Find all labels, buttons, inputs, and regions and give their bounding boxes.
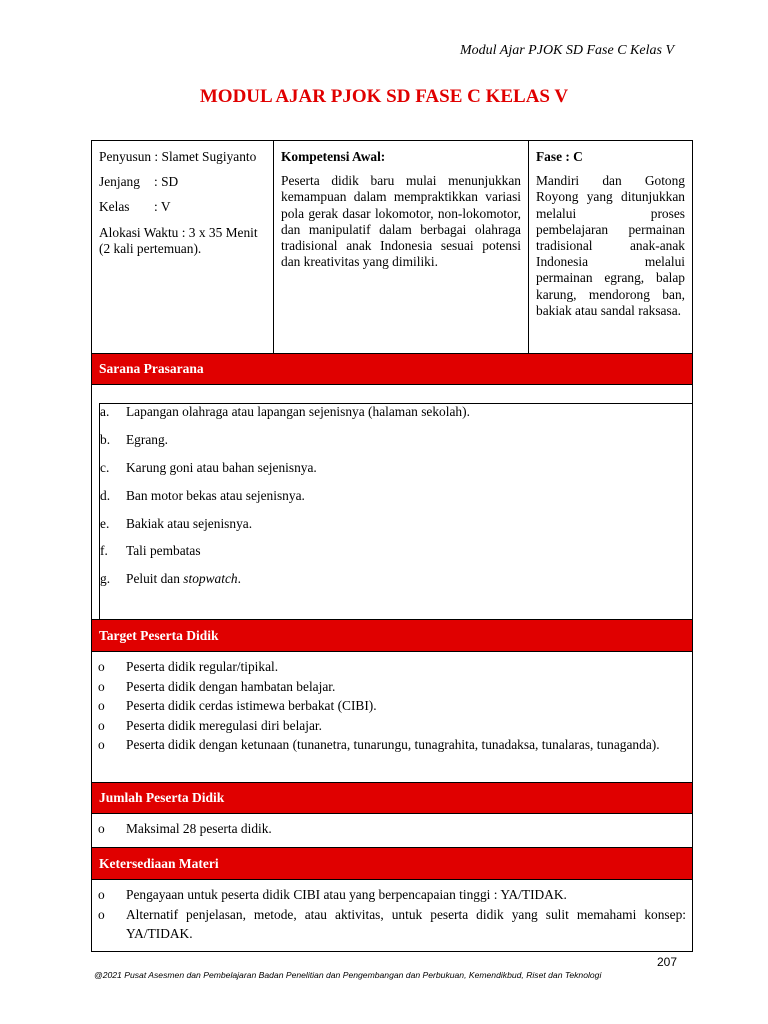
- list-marker: c.: [100, 460, 110, 475]
- module-table: [91, 140, 693, 952]
- bullet-icon: o: [98, 906, 105, 922]
- info-row: [92, 141, 692, 354]
- kompetensi-text: Peserta didik baru mulai menunjukkan kemampuan dalam mempraktikkan variasi pola gerak dasar lokomotor, non-lokomotor, dan manipulatif dalam berbagai olahraga tradisional anak Indonesia sesuai potensi dan kreativitas yang dimiliki.: [281, 173, 521, 270]
- sarana-item-text: Egrang.: [126, 432, 169, 447]
- jenjang-line: [99, 174, 266, 190]
- target-list: [98, 657, 686, 755]
- sarana-list-box: [99, 403, 692, 619]
- list-marker: d.: [100, 488, 111, 503]
- list-item: [98, 696, 686, 716]
- list-item-text: Peserta didik cerdas istimewa berbakat (CIBI).: [126, 698, 377, 714]
- bullet-icon: o: [98, 737, 105, 753]
- copyright-footer: @2021 Pusat Asesmen dan Pembelajaran Badan Penelitian dan Pengembangan dan Perbukuan, Kemendikbud, Riset dan Teknologi: [94, 970, 602, 980]
- alokasi-text: Alokasi Waktu : 3 x 35 Menit (2 kali pertemuan).: [99, 224, 258, 256]
- page-number: 207: [656, 955, 677, 969]
- jumlah-list: [98, 819, 686, 839]
- list-item-text: Peserta didik dengan hambatan belajar.: [126, 678, 336, 694]
- penyusun-text: Penyusun : Slamet Sugiyanto: [99, 149, 257, 164]
- list-item: [98, 819, 686, 839]
- bullet-icon: o: [98, 659, 105, 674]
- list-item: [98, 677, 686, 697]
- ketersediaan-heading: [92, 847, 692, 880]
- sarana-item-text: Ban motor bekas atau sejenisnya.: [126, 488, 305, 503]
- list-marker: b.: [100, 432, 111, 447]
- list-item-text: Maksimal 28 peserta didik.: [126, 821, 272, 836]
- jenjang-value: : SD: [154, 174, 179, 190]
- list-item-text: Peserta didik meregulasi diri belajar.: [126, 717, 322, 733]
- fase-title: Fase : C: [536, 149, 583, 164]
- target-heading-text: Target Peserta Didik: [99, 627, 219, 643]
- jumlah-heading: [92, 782, 692, 814]
- running-header: Modul Ajar PJOK SD Fase C Kelas V: [459, 43, 674, 58]
- kompetensi-cell: [274, 141, 529, 353]
- sarana-item-text: Lapangan olahraga atau lapangan sejenisnya (halaman sekolah).: [126, 404, 470, 419]
- list-marker: f.: [100, 543, 108, 558]
- sarana-heading: [92, 353, 692, 385]
- ketersediaan-heading-text: Ketersediaan Materi: [99, 855, 219, 871]
- sarana-heading-text: Sarana Prasarana: [99, 361, 204, 376]
- list-item-text: Peserta didik dengan ketunaan (tunanetra, tunarungu, tunagrahita, tunadaksa, tunalaras, tunaganda).: [126, 737, 660, 753]
- list-item-text: Pengayaan untuk peserta didik CIBI atau yang berpencapaian tinggi : YA/TIDAK.: [126, 887, 567, 902]
- bullet-icon: o: [98, 717, 105, 733]
- list-item: [98, 716, 686, 736]
- target-heading: [92, 619, 692, 652]
- list-item: [98, 885, 686, 905]
- bullet-icon: o: [98, 698, 105, 714]
- list-item-text: Peserta didik regular/tipikal.: [126, 659, 279, 674]
- sarana-item-text: Tali pembatas: [126, 543, 201, 558]
- document-title: MODUL AJAR PJOK SD FASE C KELAS V: [199, 86, 569, 107]
- kompetensi-title: Kompetensi Awal:: [281, 149, 386, 164]
- list-item: [98, 905, 686, 944]
- sarana-item-text: Karung goni atau bahan sejenisnya.: [126, 460, 317, 475]
- list-marker: g.: [100, 571, 111, 586]
- fase-cell: [529, 141, 692, 353]
- fase-text: Mandiri dan Gotong Royong yang ditunjukkan melalui proses pembelajaran permainan tradisional anak-anak Indonesia melalui permainan egrang, balap karung, mendorong ban, bakiak atau sandal raksasa.: [536, 173, 685, 318]
- jumlah-heading-text: Jumlah Peserta Didik: [99, 790, 225, 805]
- ketersediaan-list: [98, 885, 686, 944]
- jenjang-label: Jenjang: [99, 174, 140, 190]
- author-cell: [92, 141, 274, 353]
- bullet-icon: o: [98, 887, 105, 902]
- list-marker: a.: [100, 404, 110, 419]
- list-item-text: Alternatif penjelasan, metode, atau aktivitas, untuk peserta didik yang sulit memahami konsep: YA/TIDAK.: [126, 906, 686, 942]
- list-item: [98, 657, 686, 677]
- list-item: [98, 735, 686, 755]
- kelas-label: Kelas: [99, 199, 130, 215]
- kelas-value: : V: [154, 199, 171, 215]
- kelas-line: [99, 199, 266, 215]
- bullet-icon: o: [98, 821, 105, 836]
- bullet-icon: o: [98, 678, 105, 694]
- sarana-item-text: Peluit dan stopwatch.: [126, 571, 241, 586]
- list-marker: e.: [100, 516, 110, 531]
- sarana-item-text: Bakiak atau sejenisnya.: [126, 516, 253, 531]
